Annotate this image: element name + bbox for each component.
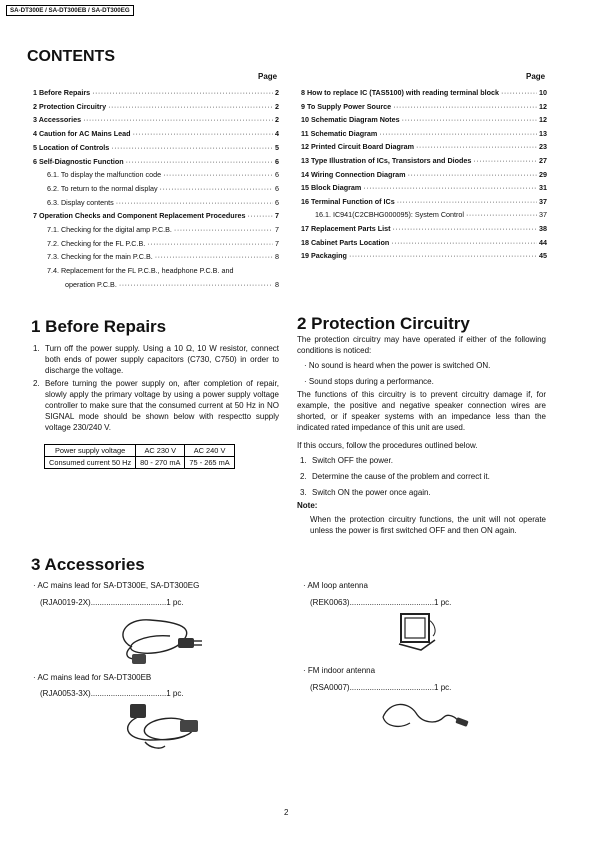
toc-leader-dots (119, 280, 273, 289)
table-cell: 80 - 270 mA (136, 457, 185, 469)
table-cell: AC 230 V (136, 445, 185, 457)
accessory-part: (REK0063)......................................1 pc. (310, 598, 452, 607)
toc-leader-dots (160, 184, 273, 193)
toc-leader-dots (416, 142, 537, 151)
toc-entry-label: 12 Printed Circuit Board Diagram (301, 142, 415, 152)
accessory-part: (RJA0019-2X)..................................1 pc. (40, 598, 184, 607)
toc-entry[interactable] (301, 88, 547, 97)
toc-entry-label: 18 Cabinet Parts Location (301, 237, 390, 247)
ac-mains-lead-uk-illustration (110, 696, 215, 754)
toc-entry[interactable] (33, 115, 279, 124)
toc-entry[interactable] (33, 129, 279, 138)
protection-intro: The protection circuitry may have operated if either of the following conditions is noticed: (297, 335, 546, 355)
toc-entry-label: 5 Location of Controls (33, 142, 110, 152)
accessory-part: (RJA0053-3X)..................................1 pc. (40, 689, 184, 698)
toc-entry-label: 4 Caution for AC Mains Lead (33, 129, 131, 139)
toc-leader-dots (147, 239, 273, 248)
protection-paragraph: The functions of this circuitry is to prevent circuitry damage if, for example, the positive and negative speaker connection wires are shorted, or if speaker systems with an impedance less than the indicated rated impedance of this unit are used. (297, 390, 546, 432)
toc-leader-dots (163, 170, 273, 179)
am-loop-antenna-illustration (395, 606, 441, 654)
ac-mains-lead-eu-illustration (110, 606, 210, 668)
toc-entry-label: 14 Wiring Connection Diagram (301, 169, 406, 179)
toc-entry-page: 8 (275, 279, 279, 289)
table-cell: 75 - 265 mA (185, 457, 234, 469)
page-column-header-right: Page (526, 72, 546, 81)
toc-entry-label: 7.4. Replacement for the FL P.C.B., headphone P.C.B. and (47, 266, 234, 276)
toc-entry[interactable] (47, 170, 279, 179)
toc-entry-page: 37 (539, 210, 547, 220)
toc-entry[interactable] (301, 170, 547, 179)
toc-entry[interactable] (301, 251, 547, 260)
toc-entry[interactable] (47, 266, 279, 275)
toc-entry-page: 6 (275, 197, 279, 207)
toc-leader-dots (379, 129, 537, 138)
toc-leader-dots (392, 224, 537, 233)
list-item: 1. Turn off the power supply. Using a 10 Ω, 10 W resistor, connect both ends of power supply capacitors (C730, C750) in order to discharge the voltage. (33, 344, 279, 375)
protection-paragraph-2: If this occurs, follow the procedures outlined below. (297, 441, 478, 450)
toc-entry-label: 6.3. Display contents (47, 197, 114, 207)
toc-entry-label: 6 Self-Diagnostic Function (33, 156, 124, 166)
toc-entry[interactable] (33, 157, 279, 166)
toc-entry-page: 23 (539, 142, 547, 152)
toc-entry[interactable] (315, 210, 547, 219)
toc-entry-page: 44 (539, 237, 547, 247)
toc-entry-label: 13 Type Illustration of ICs, Transistors and Diodes (301, 156, 472, 165)
toc-leader-dots (108, 102, 273, 111)
toc-entry-label: 8 How to replace IC (TAS5100) with reading terminal block (301, 88, 499, 97)
toc-entry[interactable] (47, 198, 279, 207)
toc-entry-page: 2 (275, 115, 279, 125)
toc-entry[interactable] (301, 115, 547, 124)
toc-entry[interactable] (33, 88, 279, 97)
toc-entry-label: 16.1. IC941(C2CBHG000095): System Control (315, 210, 465, 220)
table-cell: AC 240 V (185, 445, 234, 457)
toc-entry-page: 8 (275, 252, 279, 262)
toc-entry[interactable] (47, 225, 279, 234)
list-item: 2. Before turning the power supply on, after completion of repair, slowly apply the primary voltage by using a power supply voltage controller to make sure that the consumed current at 50 Hz in NO SIGNAL mode should be shown below with respectto supply voltage 230/240 V. (33, 379, 279, 432)
section-3-title: 3 Accessories (31, 555, 145, 574)
toc-leader-dots (111, 143, 273, 152)
toc-entry-label: 6.1. To display the malfunction code (47, 170, 162, 180)
toc-leader-dots (247, 211, 273, 220)
toc-entry[interactable] (65, 280, 279, 289)
note-text: When the protection circuitry functions, the unit will not operate unless the power is first switched OFF and then ON again. (310, 515, 546, 535)
toc-leader-dots (473, 156, 537, 165)
toc-entry-page: 45 (539, 251, 547, 261)
toc-leader-dots (83, 115, 273, 124)
toc-entry-page: 7 (275, 225, 279, 234)
toc-entry-page: 27 (539, 156, 547, 165)
list-item: 3. Switch ON the power once again. (300, 488, 431, 497)
toc-entry[interactable] (47, 239, 279, 248)
toc-entry-page: 12 (539, 115, 547, 125)
toc-leader-dots (92, 88, 273, 97)
toc-entry-page: 7 (275, 238, 279, 248)
toc-entry-label: 1 Before Repairs (33, 88, 91, 97)
toc-entry-label: 3 Accessories (33, 115, 82, 125)
toc-entry[interactable] (301, 183, 547, 192)
toc-leader-dots (155, 252, 273, 261)
toc-entry-page: 31 (539, 183, 547, 193)
accessory-name: · AM loop antenna (303, 581, 368, 590)
toc-entry[interactable] (33, 143, 279, 152)
accessory-name: · FM indoor antenna (303, 666, 376, 675)
toc-entry-label: 9 To Supply Power Source (301, 101, 392, 111)
toc-leader-dots (349, 251, 537, 260)
toc-entry-page: 2 (275, 101, 279, 111)
fm-indoor-antenna-illustration (378, 695, 470, 737)
list-item: 1. Switch OFF the power. (300, 456, 393, 465)
toc-leader-dots (393, 102, 537, 111)
toc-entry-label: 7.1. Checking for the digital amp P.C.B. (47, 225, 172, 234)
page-column-header-left: Page (258, 72, 278, 81)
toc-entry[interactable] (301, 102, 547, 111)
toc-entry-label: 6.2. To return to the normal display (47, 183, 158, 193)
bullet-item: · Sound stops during a performance. (304, 377, 434, 386)
toc-entry-label: 2 Protection Circuitry (33, 101, 107, 111)
power-supply-table (44, 444, 235, 469)
protection-steps (300, 455, 540, 500)
toc-entry-label: 7.2. Checking for the FL P.C.B. (47, 238, 146, 248)
toc-entry-page: 37 (539, 196, 547, 206)
toc-entry[interactable] (301, 156, 547, 165)
toc-entry[interactable] (301, 197, 547, 206)
toc-entry-page: 6 (275, 156, 279, 166)
toc-entry-page: 29 (539, 169, 547, 179)
toc-entry-page: 12 (539, 101, 547, 111)
toc-leader-dots (363, 183, 537, 192)
toc-leader-dots (397, 197, 537, 206)
table-cell: Consumed current 50 Hz (45, 457, 136, 469)
toc-entry-label: 17 Replacement Parts List (301, 224, 391, 233)
table-cell: Power supply voltage (45, 445, 136, 457)
toc-entry-page: 6 (275, 170, 279, 180)
toc-entry-label: 19 Packaging (301, 251, 347, 261)
accessory-name: · AC mains lead for SA-DT300E, SA-DT300EG (33, 581, 200, 590)
accessory-name: · AC mains lead for SA-DT300EB (33, 673, 152, 682)
toc-entry[interactable] (33, 102, 279, 111)
toc-leader-dots (402, 115, 537, 124)
toc-leader-dots (174, 225, 273, 234)
toc-entry-label: 10 Schematic Diagram Notes (301, 115, 400, 125)
toc-leader-dots (133, 129, 273, 138)
protection-bullets (304, 360, 544, 387)
toc-entry-page: 7 (275, 211, 279, 221)
toc-entry-page: 4 (275, 129, 279, 139)
toc-leader-dots (391, 238, 537, 247)
section-2-title: 2 Protection Circuitry (297, 314, 470, 333)
toc-entry[interactable] (47, 184, 279, 193)
toc-entry-page: 2 (275, 88, 279, 97)
toc-leader-dots (501, 88, 537, 97)
page-number: 2 (284, 808, 289, 817)
toc-entry-page: 6 (275, 183, 279, 193)
toc-entry[interactable] (301, 238, 547, 247)
toc-entry[interactable] (33, 211, 279, 220)
section-1-title: 1 Before Repairs (31, 317, 167, 336)
toc-entry-label: 7 Operation Checks and Component Replacement Procedures (33, 211, 246, 221)
toc-entry[interactable] (301, 129, 547, 138)
toc-entry-page: 13 (539, 128, 547, 138)
toc-leader-dots (408, 170, 537, 179)
toc-entry-label: 11 Schematic Diagram (301, 128, 378, 138)
toc-leader-dots (126, 157, 273, 166)
toc-entry-page: 38 (539, 224, 547, 233)
toc-entry-label: 7.3. Checking for the main P.C.B. (47, 252, 153, 262)
toc-entry-label: 16 Terminal Function of ICs (301, 196, 395, 206)
toc-entry-label: operation P.C.B. (65, 279, 117, 289)
toc-entry[interactable] (47, 252, 279, 261)
toc-leader-dots (466, 210, 537, 219)
toc-entry[interactable] (301, 224, 547, 233)
model-tag: SA-DT300E / SA-DT300EB / SA-DT300EG (6, 5, 134, 16)
table-header-row (45, 445, 235, 457)
bullet-item: · No sound is heard when the power is switched ON. (304, 361, 491, 370)
toc-entry-label: 15 Block Diagram (301, 183, 362, 193)
note-label: Note: (297, 501, 318, 510)
toc-entry-page: 5 (275, 142, 279, 152)
before-repairs-list (33, 343, 279, 435)
toc-entry-page: 10 (539, 88, 547, 97)
toc-leader-dots (116, 198, 273, 207)
table-row (45, 457, 235, 469)
list-item: 2. Determine the cause of the problem and correct it. (300, 472, 490, 481)
toc-entry[interactable] (301, 142, 547, 151)
contents-title: CONTENTS (27, 48, 115, 65)
accessory-part: (RSA0007)......................................1 pc. (310, 683, 452, 692)
